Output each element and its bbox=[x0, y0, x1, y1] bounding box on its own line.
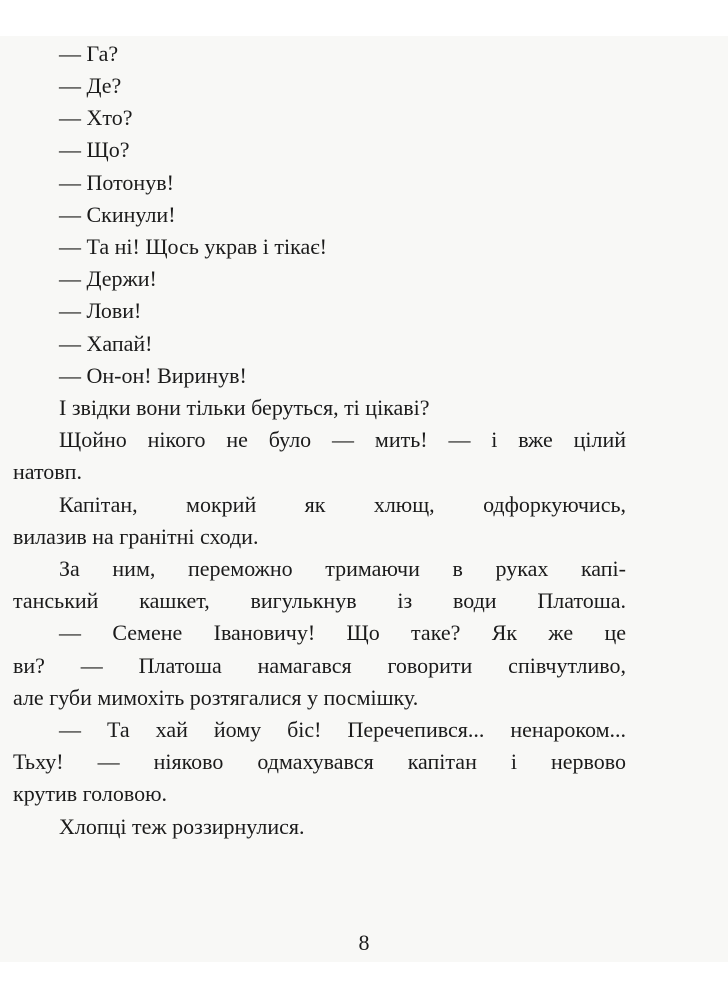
text-line: Тьху! — ніяково одмахувався капітан і нервово bbox=[13, 749, 626, 774]
text-line: — Скинули! bbox=[59, 202, 176, 227]
page-number: 8 bbox=[358, 930, 370, 955]
text-line: вилазив на гранітні сходи. bbox=[13, 524, 259, 549]
text-line: — Та ні! Щось украв і тікає! bbox=[59, 234, 327, 259]
text-line: І звідки вони тільки беруться, ті цікаві? bbox=[59, 395, 430, 420]
text-line: — Семене Івановичу! Що таке? Як же це bbox=[59, 620, 626, 645]
text-line: натовп. bbox=[13, 459, 82, 484]
text-line: — Га? bbox=[59, 41, 119, 66]
text-line: Хлопці теж роззирнулися. bbox=[59, 814, 305, 839]
text-line: — Лови! bbox=[59, 298, 142, 323]
book-page bbox=[0, 36, 728, 962]
text-line: — Та хай йому біс! Перечепився... ненароком... bbox=[59, 717, 626, 742]
text-line: — Он-он! Виринув! bbox=[59, 363, 247, 388]
text-line: — Потонув! bbox=[59, 170, 174, 195]
text-line: але губи мимохіть розтягалися у посмішку. bbox=[13, 685, 419, 710]
text-line: — Де? bbox=[59, 73, 122, 98]
text-line: — Хто? bbox=[59, 105, 133, 130]
text-line: Щойно нікого не було — мить! — і вже цілий bbox=[59, 427, 626, 452]
text-line: — Що? bbox=[59, 137, 130, 162]
text-line: За ним, переможно тримаючи в руках капі- bbox=[59, 556, 626, 581]
text-line: крутив головою. bbox=[13, 781, 168, 806]
text-line: — Держи! bbox=[59, 266, 157, 291]
text-line: — Хапай! bbox=[59, 331, 153, 356]
text-line: Капітан, мокрий як хлющ, одфоркуючись, bbox=[59, 492, 626, 517]
text-line: танський кашкет, вигулькнув із води Платоша. bbox=[13, 588, 626, 613]
text-line: ви? — Платоша намагався говорити співчутливо, bbox=[13, 653, 626, 678]
